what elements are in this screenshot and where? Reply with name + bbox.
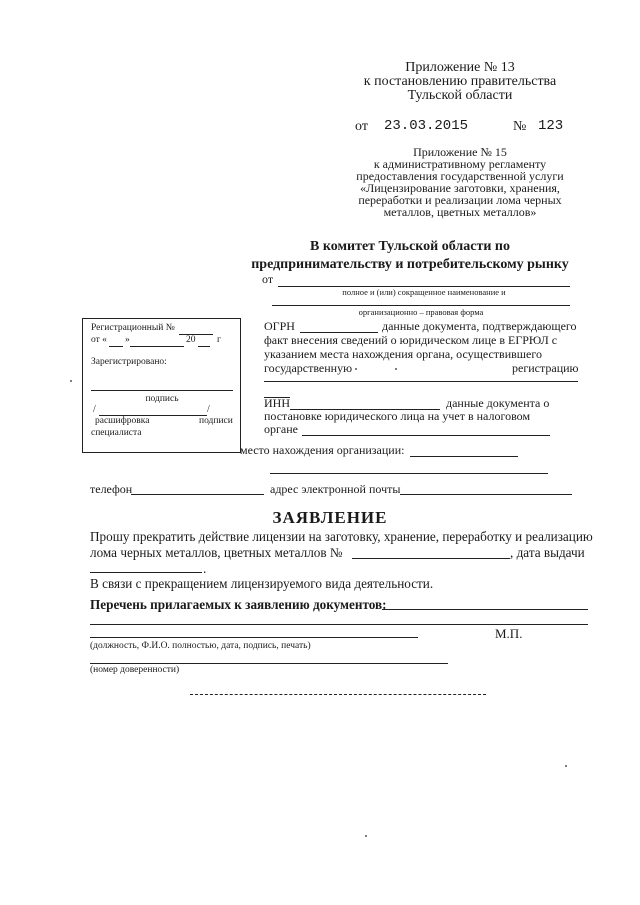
ogrn-text: указанием места нахождения органа, осуществившего [264,347,542,361]
number-label: № [513,119,527,134]
scan-speck [70,380,72,382]
reg-year-suffix: г [217,335,221,345]
reg-year-prefix: 20 [186,335,196,345]
appendix-15-line: предоставления государственной услуги [356,169,564,183]
inn-text: постановке юридического лица на учет в налоговом [264,409,531,423]
email-field[interactable] [400,494,572,495]
email-label: адрес электронной почты [270,482,401,496]
appendix-13-line3: Тульской области [407,88,513,103]
appendix-15-title: Приложение № 15 [413,145,507,159]
applicant-position-field[interactable] [90,637,418,638]
stamp-label: М.П. [495,626,523,641]
reg-date-close: » [125,335,130,345]
location-field[interactable] [410,456,518,457]
statement-body: , дата выдачи [510,545,585,560]
ogrn-details-field[interactable] [264,381,578,382]
legal-form-field[interactable] [272,305,570,306]
license-number-field[interactable] [352,558,510,559]
ogrn-text: регистрацию [512,361,579,375]
slash-close: / [207,404,210,415]
signature-caption: подпись [145,394,179,404]
scan-speck [395,368,397,370]
inn-details-field[interactable] [302,435,550,436]
slash-open: / [93,404,96,415]
ogrn-label: ОГРН [264,319,295,333]
proxy-number-field[interactable] [90,663,448,664]
scan-speck [565,765,567,767]
registered-label: Зарегистрировано: [91,357,167,367]
appendix-15-line: к административному регламенту [373,157,547,171]
ogrn-text: факт внесения сведений о юридическом лице в ЕГРЮЛ с [264,333,558,347]
bottom-line [190,694,486,695]
reg-month-field[interactable] [130,346,184,347]
document-number: 123 [538,118,564,134]
statement-body: Прошу прекратить действие лицензии на заготовку, хранение, переработку и реализацию [90,529,593,544]
from-label: от [355,119,368,134]
inn-label: ИНН [264,396,290,410]
issue-date-field[interactable] [90,572,202,573]
reg-date-open: от « [91,335,107,345]
reg-number-label: Регистрационный № [91,323,175,333]
appendix-13-title: Приложение № 13 [405,60,515,75]
registration-box [82,318,241,453]
document-date: 23.03.2015 [384,118,469,134]
signature-field[interactable] [91,390,233,391]
appendix-15-line: «Лицензирование заготовки, хранения, [360,181,560,195]
inn-text: органе [264,422,298,436]
addressee-line1: В комитет Тульской области по [310,239,510,254]
applicant-from-label: от [262,272,274,286]
reg-day-field[interactable] [109,346,123,347]
phone-label: телефон [90,482,133,496]
reg-year-field[interactable] [198,346,210,347]
inn-text: данные документа о [446,396,550,410]
scan-speck [365,835,367,837]
ogrn-text: государственную [264,361,353,375]
statement-title: ЗАЯВЛЕНИЕ [272,508,388,527]
reg-number-field[interactable] [179,334,213,335]
statement-reason: В связи с прекращением лицензируемого вида деятельности. [90,576,434,591]
position-caption: (должность, Ф.И.О. полностью, дата, подпись, печать) [90,641,311,651]
addressee-line2: предпринимательству и потребительскому рынку [251,257,569,272]
specialist-caption: специалиста [91,428,142,438]
ogrn-text: данные документа, подтверждающего [382,319,577,333]
statement-body: лома черных металлов, цветных металлов № [90,545,343,560]
legal-form-caption: организационно – правовая форма [358,307,484,317]
scan-speck [355,368,357,370]
phone-field[interactable] [131,494,264,495]
proxy-caption: (номер доверенности) [90,665,180,675]
decoding-caption: расшифровка [95,416,150,426]
appendix-13-line2: к постановлению правительства [363,74,557,89]
appendix-15-line: металлов, цветных металлов» [383,205,537,219]
location-label: место нахождения организации: [240,443,405,457]
name-caption: полное и (или) сокращенное наименование и [342,287,506,297]
location-field-2[interactable] [270,473,548,474]
signature-of-caption: подписи [199,416,233,426]
documents-list-field[interactable] [382,609,588,610]
documents-list-label: Перечень прилагаемых к заявлению документов: [90,597,387,612]
statement-period: . [203,561,207,576]
appendix-15-line: переработки и реализации лома черных [358,193,562,207]
documents-list-field-2[interactable] [90,624,588,625]
